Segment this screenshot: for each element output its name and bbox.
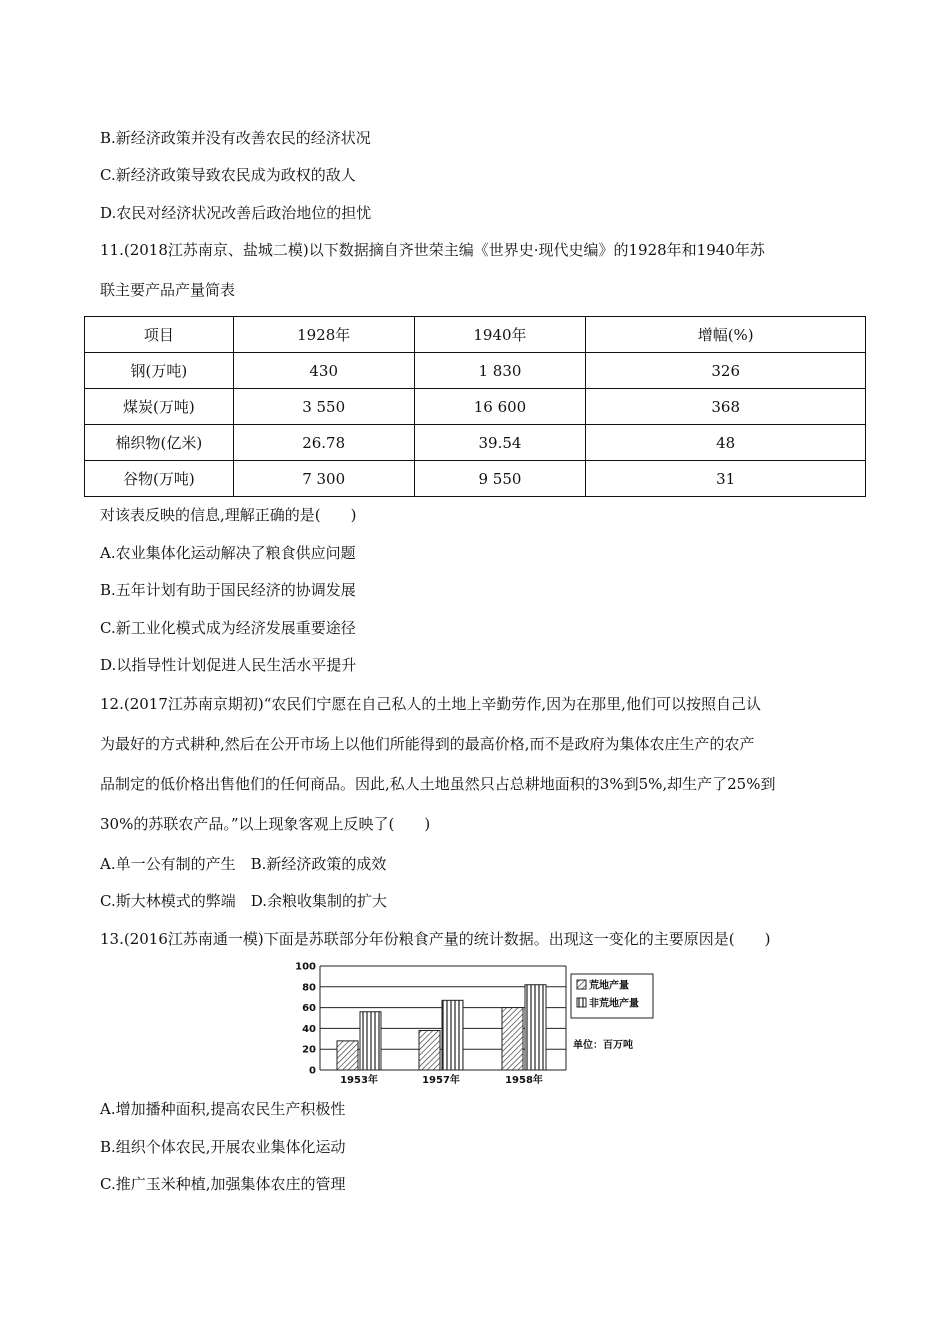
q11-option-d: D.以指导性计划促进人民生活水平提升	[100, 656, 357, 674]
q12-stem-line2: 为最好的方式耕种,然后在公开市场上以他们所能得到的最高价格,而不是政府为集体农庄生产的农产	[100, 735, 755, 753]
chart-legend	[571, 974, 653, 1051]
table-header-cell: 1928年	[233, 317, 414, 353]
q13-option-a: A.增加播种面积,提高农民生产积极性	[100, 1100, 346, 1118]
bar	[502, 1008, 523, 1070]
legend-label: 非荒地产量	[589, 998, 639, 1010]
q11-question: 对该表反映的信息,理解正确的是( )	[100, 506, 357, 524]
q12-stem-line3: 品制定的低价格出售他们的任何商品。因此,私人土地虽然只占总耕地面积的3%到5%,却生产了25%到	[100, 775, 776, 793]
option-q10-d: D.农民对经济状况改善后政治地位的担忧	[100, 204, 372, 222]
y-tick-label: 40	[302, 1023, 316, 1035]
y-tick-label: 100	[295, 961, 316, 973]
grain-output-bar-chart	[290, 958, 670, 1088]
table-cell: 9 550	[414, 461, 586, 497]
q11-option-a: A.农业集体化运动解决了粮食供应问题	[100, 544, 356, 562]
q13-option-b: B.组织个体农民,开展农业集体化运动	[100, 1138, 346, 1156]
table-cell: 钢(万吨)	[85, 353, 234, 389]
table-cell: 26.78	[233, 425, 414, 461]
q11-option-c: C.新工业化模式成为经济发展重要途径	[100, 619, 356, 637]
bar	[360, 1012, 381, 1070]
table-cell: 棉织物(亿米)	[85, 425, 234, 461]
q11-stem-line1: 11.(2018江苏南京、盐城二模)以下数据摘自齐世荣主编《世界史·现代史编》的1928年和1940年苏	[100, 241, 765, 259]
table-cell: 326	[586, 353, 866, 389]
y-tick-label: 60	[302, 1003, 316, 1015]
table-cell: 1 830	[414, 353, 586, 389]
q12-stem-line4: 30%的苏联农产品。”以上现象客观上反映了( )	[100, 815, 431, 833]
bar	[525, 985, 546, 1070]
y-tick-label: 0	[309, 1065, 316, 1077]
bar	[337, 1041, 358, 1070]
q11-stem-line2: 联主要产品产量简表	[100, 281, 236, 299]
table-cell: 430	[233, 353, 414, 389]
table-cell: 7 300	[233, 461, 414, 497]
x-tick-label: 1957年	[422, 1075, 460, 1086]
q12-options-cd: C.斯大林模式的弊端 D.余粮收集制的扩大	[100, 892, 387, 910]
legend-label: 荒地产量	[589, 980, 629, 992]
unit-label: 单位：百万吨	[573, 1040, 633, 1051]
table-row	[85, 389, 866, 425]
table-row	[85, 461, 866, 497]
q13-stem: 13.(2016江苏南通一模)下面是苏联部分年份粮食产量的统计数据。出现这一变化的主要原因是( )	[100, 930, 771, 948]
table-cell: 3 550	[233, 389, 414, 425]
bar	[419, 1030, 440, 1070]
q12-options-ab: A.单一公有制的产生 B.新经济政策的成效	[100, 855, 387, 873]
table-header-cell: 1940年	[414, 317, 586, 353]
option-q10-c: C.新经济政策导致农民成为政权的敌人	[100, 166, 356, 184]
y-tick-label: 80	[302, 982, 316, 994]
y-tick-label: 20	[302, 1044, 316, 1056]
table-header-row	[85, 317, 866, 353]
table-cell: 煤炭(万吨)	[85, 389, 234, 425]
table-header-cell: 增幅(%)	[586, 317, 866, 353]
bar	[442, 1000, 463, 1070]
table-cell: 谷物(万吨)	[85, 461, 234, 497]
q11-option-b: B.五年计划有助于国民经济的协调发展	[100, 581, 356, 599]
chart-bars	[337, 985, 546, 1070]
x-tick-label: 1958年	[505, 1075, 543, 1086]
option-q10-b: B.新经济政策并没有改善农民的经济状况	[100, 129, 371, 147]
legend-swatch	[577, 980, 586, 989]
x-tick-label: 1953年	[340, 1075, 378, 1086]
legend-swatch	[577, 998, 586, 1007]
table-row	[85, 425, 866, 461]
table-cell: 368	[586, 389, 866, 425]
table-header-cell: 项目	[85, 317, 234, 353]
table-cell: 48	[586, 425, 866, 461]
table-cell: 39.54	[414, 425, 586, 461]
production-table	[84, 316, 866, 497]
table-cell: 31	[586, 461, 866, 497]
q12-stem-line1: 12.(2017江苏南京期初)“农民们宁愿在自己私人的土地上辛勤劳作,因为在那里,他们可以按照自己认	[100, 695, 761, 713]
table-cell: 16 600	[414, 389, 586, 425]
q13-option-c: C.推广玉米种植,加强集体农庄的管理	[100, 1175, 346, 1193]
table-row	[85, 353, 866, 389]
